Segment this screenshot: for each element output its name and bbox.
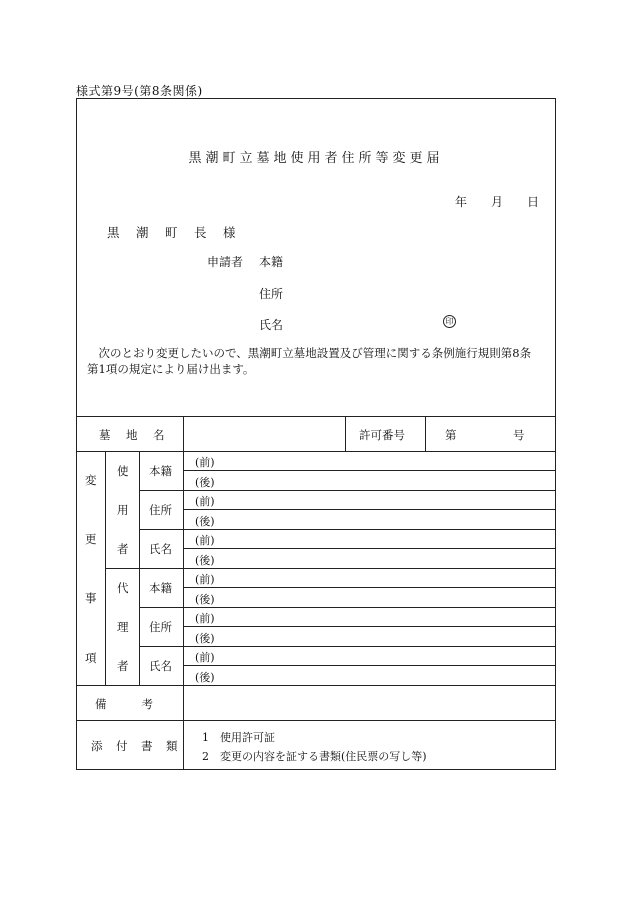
remarks-label: 備 考 (95, 697, 157, 711)
after-marker: (後) (195, 632, 215, 645)
user-char: 者 (117, 542, 129, 556)
seal-icon: 印 (443, 315, 456, 328)
attachments-label: 添 付 書 類 (91, 739, 179, 753)
sub-row-line-4 (139, 607, 555, 608)
addressee: 黒 潮 町 長 様 (107, 225, 238, 240)
agent-char: 代 (117, 581, 129, 595)
change-items-char: 変 (85, 473, 97, 487)
permit-go: 号 (513, 428, 525, 442)
change-items-char: 項 (85, 651, 97, 665)
sub-row-line-2 (139, 529, 555, 530)
form-title: 黒潮町立墓地使用者住所等変更届 (188, 151, 444, 166)
before-marker: (前) (195, 612, 215, 625)
change-items-char: 更 (85, 532, 97, 546)
before-after-line-2 (183, 509, 555, 510)
row-label-address: 住所 (149, 503, 172, 517)
after-marker: (後) (195, 554, 215, 567)
permit-right-line (425, 416, 426, 451)
after-marker: (後) (195, 671, 215, 684)
row-label-honseki: 本籍 (149, 464, 172, 478)
cemetery-name-label: 墓 地 名 (99, 428, 167, 442)
row-label-name: 氏名 (149, 542, 172, 556)
applicant-address-label: 住所 (259, 287, 284, 301)
attachment-item: 2 変更の内容を証する書類(住民票の写し等) (202, 750, 427, 763)
before-marker: (前) (195, 534, 215, 547)
date-day: 日 (527, 195, 540, 209)
agent-char: 理 (117, 620, 129, 634)
form-frame (76, 98, 556, 770)
agent-char: 者 (117, 659, 129, 673)
before-after-line-3 (183, 548, 555, 549)
after-marker: (後) (195, 476, 215, 489)
before-marker: (前) (195, 573, 215, 586)
user-char: 使 (117, 464, 129, 478)
permit-dai: 第 (445, 428, 457, 442)
cemetery-row-bottom-line (77, 451, 555, 452)
before-marker: (前) (195, 651, 215, 664)
row-label-address: 住所 (149, 620, 172, 634)
applicant-label: 申請者 (207, 255, 244, 269)
applicant-honseki-label: 本籍 (259, 255, 284, 269)
form-reference: 様式第9号(第8条関係) (76, 84, 203, 98)
before-after-line-4 (183, 587, 555, 588)
before-marker: (前) (195, 495, 215, 508)
permit-left-line (345, 416, 346, 451)
sub-row-line-5 (139, 646, 555, 647)
before-after-line-5 (183, 626, 555, 627)
before-after-line-1 (183, 470, 555, 471)
row-label-name: 氏名 (149, 659, 172, 673)
row-label-honseki: 本籍 (149, 581, 172, 595)
before-after-line-6 (183, 665, 555, 666)
before-marker: (前) (195, 456, 215, 469)
attachment-item: 1 使用許可証 (202, 731, 275, 744)
permit-number-label: 許可番号 (359, 428, 405, 442)
remarks-bottom-line (77, 720, 555, 721)
after-marker: (後) (195, 593, 215, 606)
after-marker: (後) (195, 515, 215, 528)
table-top-line (77, 416, 555, 417)
change-items-char: 事 (85, 591, 97, 605)
sub-row-line-1 (139, 490, 555, 491)
date-month: 月 (491, 195, 504, 209)
change-items-bottom-line (77, 685, 555, 686)
user-char: 用 (117, 503, 129, 517)
statement-text: 次のとおり変更したいので、黒潮町立墓地設置及び管理に関する条例施行規則第8条第1項の規定により届け出ます。 (87, 346, 532, 376)
date-year: 年 (455, 195, 468, 209)
applicant-name-label: 氏名 (259, 318, 284, 332)
user-agent-divider (105, 568, 555, 569)
